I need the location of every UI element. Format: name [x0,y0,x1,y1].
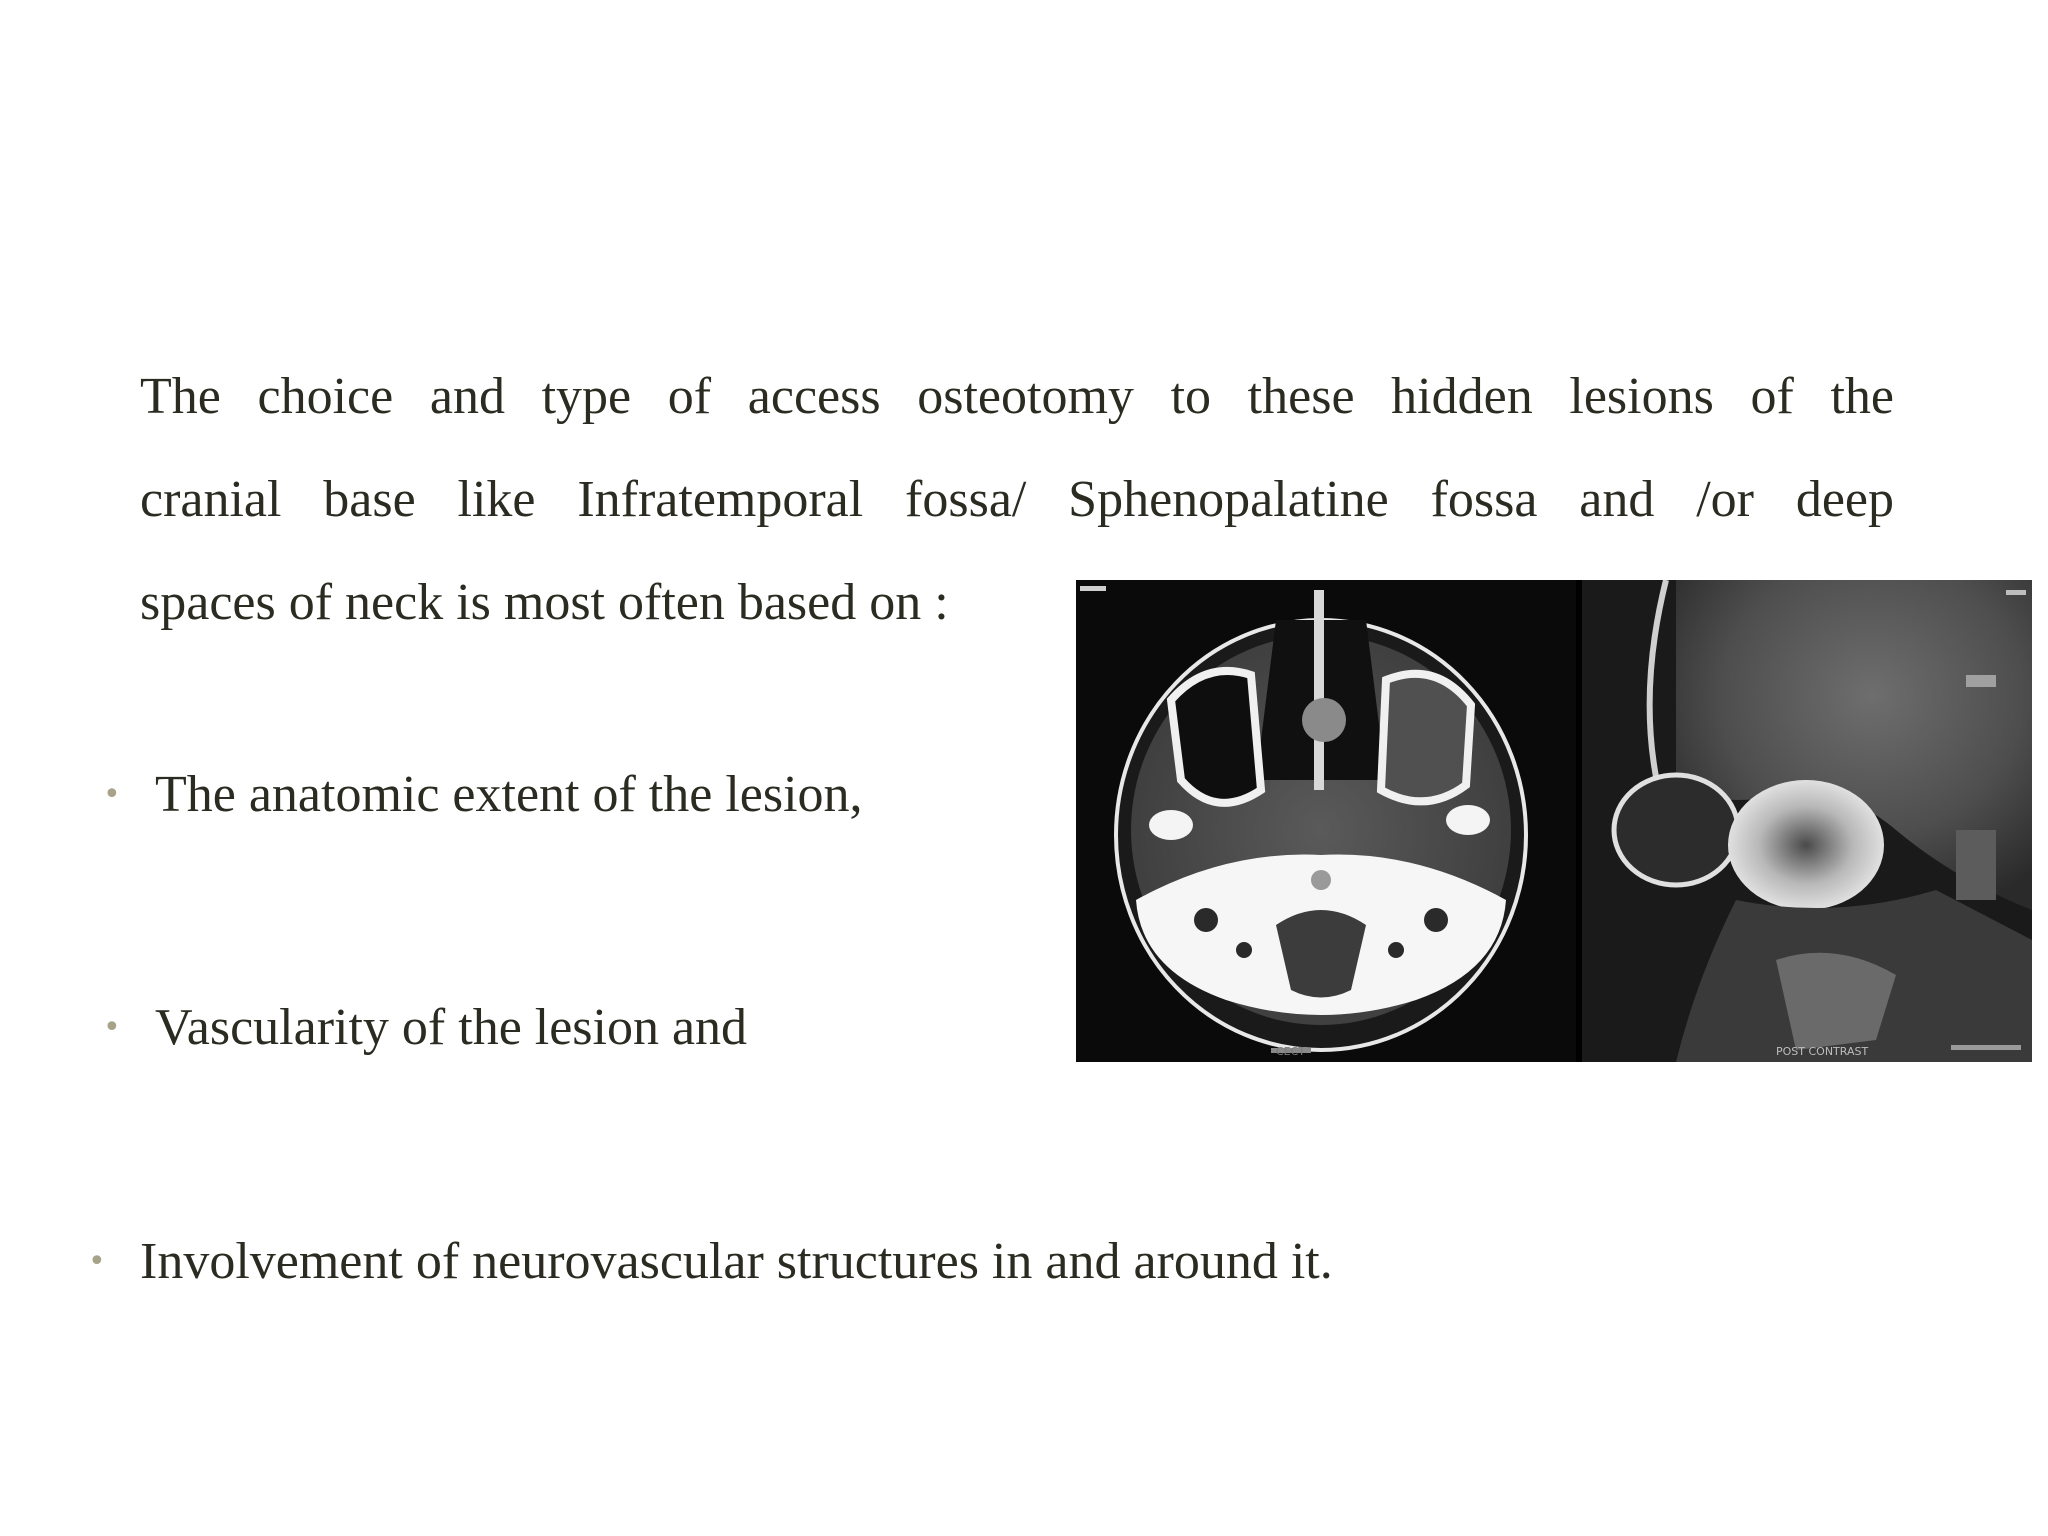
bullet-dot-icon: • [88,1244,106,1279]
bullet-dot-icon: • [103,777,121,812]
intro-line-3: spaces of neck is most often based on : [140,574,949,631]
intro-line-1: The choice and type of access osteotomy to these hidden lesions of the [140,368,1894,425]
bullet-text: Involvement of neurovascular structures in and around it. [140,1233,1333,1290]
mri-panel-label: POST CONTRAST [1776,1045,1869,1058]
intro-line-2: cranial base like Infratemporal fossa/ Sphenopalatine fossa and /or deep [140,471,1894,528]
bullet-item-neurovascular [88,1232,1333,1292]
bullet-dot-icon: • [103,1010,121,1045]
medical-scan-image [1076,580,2032,1062]
ct-mri-scan-figure [1076,580,2032,1062]
bullet-item-vascularity [103,998,748,1058]
bullet-item-anatomic-extent [103,765,863,825]
bullet-text: Vascularity of the lesion and [155,999,748,1056]
ct-panel-label: CECT [1276,1045,1306,1058]
axial-ct-panel [1076,580,1576,1062]
sagittal-mri-panel [1582,580,2032,1062]
bullet-text: The anatomic extent of the lesion, [155,766,863,823]
